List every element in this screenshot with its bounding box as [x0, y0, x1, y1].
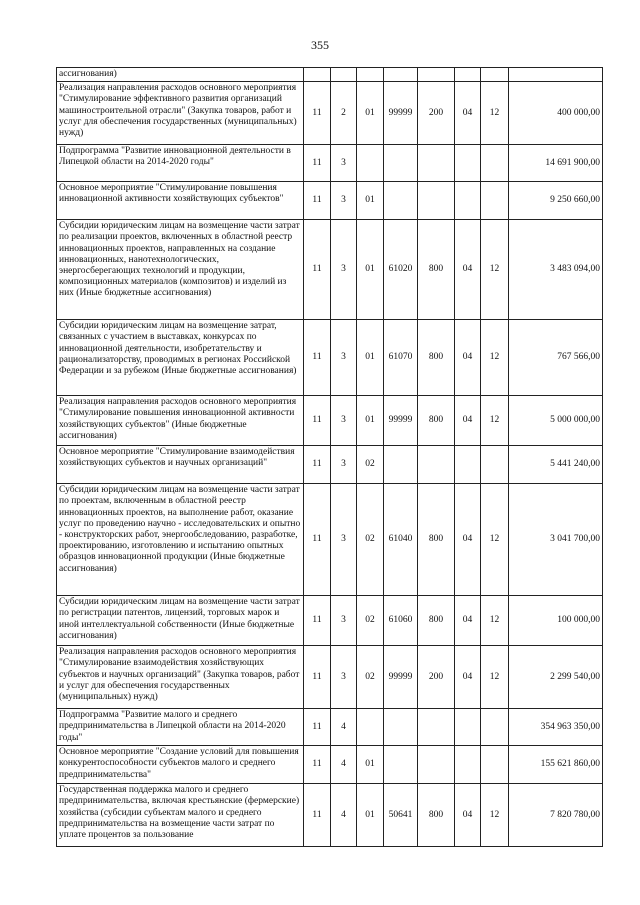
amount: [509, 68, 603, 82]
code-activity: [357, 709, 384, 746]
code-activity: 02: [357, 646, 384, 709]
code-subprogram: 3: [331, 182, 357, 220]
code-ministry: 11: [304, 446, 331, 484]
code-section: 04: [455, 396, 481, 446]
code-subsection: [481, 68, 509, 82]
code-subsection: 12: [481, 646, 509, 709]
table-row: [57, 596, 603, 646]
code-subprogram: 3: [331, 396, 357, 446]
code-ministry: 11: [304, 220, 331, 320]
table-row: [57, 220, 603, 320]
row-name: Субсидии юридическим лицам на возмещение части затрат по регистрации патентов, лицензий, торговых марок и иной интеллектуальной собственности (Иные бюджетные ассигнования): [57, 596, 304, 646]
code-ministry: 11: [304, 746, 331, 784]
amount: 2 299 540,00: [509, 646, 603, 709]
code-ministry: [304, 68, 331, 82]
code-section: 04: [455, 220, 481, 320]
code-direction: 61070: [384, 320, 418, 396]
code-direction: 61020: [384, 220, 418, 320]
code-subprogram: 3: [331, 646, 357, 709]
table-row: [57, 320, 603, 396]
row-name: Основное мероприятие "Стимулирование повышения инновационной активности хозяйствующих субъектов": [57, 182, 304, 220]
amount: 3 483 094,00: [509, 220, 603, 320]
table-row: [57, 646, 603, 709]
code-subsection: [481, 182, 509, 220]
code-expense-type: [418, 145, 455, 182]
code-section: 04: [455, 484, 481, 596]
code-section: [455, 446, 481, 484]
code-subprogram: [331, 68, 357, 82]
code-activity: 01: [357, 82, 384, 145]
code-activity: 02: [357, 446, 384, 484]
amount: 5 000 000,00: [509, 396, 603, 446]
code-subsection: 12: [481, 596, 509, 646]
table-row: [57, 709, 603, 746]
code-ministry: 11: [304, 646, 331, 709]
code-subprogram: 2: [331, 82, 357, 145]
row-name: Основное мероприятие "Стимулирование взаимодействия хозяйствующих субъектов и научных организаций": [57, 446, 304, 484]
row-name: Реализация направления расходов основного мероприятия "Стимулирование эффективного развития организаций машиностроительной отрасли" (Закупка товаров, работ и услуг для обеспечения государственных (муниципальных) нужд): [57, 82, 304, 145]
code-activity: 01: [357, 784, 384, 847]
code-subprogram: 3: [331, 484, 357, 596]
amount: 9 250 660,00: [509, 182, 603, 220]
code-subsection: 12: [481, 784, 509, 847]
row-name: ассигнования): [57, 68, 304, 82]
table-row: [57, 484, 603, 596]
amount: 400 000,00: [509, 82, 603, 145]
code-subprogram: 4: [331, 709, 357, 746]
code-direction: [384, 182, 418, 220]
code-section: [455, 145, 481, 182]
code-activity: [357, 68, 384, 82]
code-expense-type: 800: [418, 784, 455, 847]
code-subprogram: 3: [331, 596, 357, 646]
code-activity: 01: [357, 396, 384, 446]
code-subprogram: 4: [331, 746, 357, 784]
amount: 3 041 700,00: [509, 484, 603, 596]
row-name: Подпрограмма "Развитие малого и среднего предпринимательства в Липецкой области на 2014-2020 годы": [57, 709, 304, 746]
code-activity: 01: [357, 746, 384, 784]
code-section: 04: [455, 82, 481, 145]
code-ministry: 11: [304, 320, 331, 396]
row-name: Подпрограмма "Развитие инновационной деятельности в Липецкой области на 2014-2020 годы": [57, 145, 304, 182]
code-direction: [384, 746, 418, 784]
table-body: [57, 68, 603, 847]
code-ministry: 11: [304, 484, 331, 596]
code-expense-type: 800: [418, 484, 455, 596]
code-direction: 99999: [384, 82, 418, 145]
table-row: [57, 82, 603, 145]
table-row: [57, 784, 603, 847]
code-direction: 99999: [384, 396, 418, 446]
code-activity: [357, 145, 384, 182]
code-expense-type: [418, 709, 455, 746]
code-section: [455, 68, 481, 82]
code-section: [455, 182, 481, 220]
code-expense-type: 800: [418, 396, 455, 446]
code-subsection: 12: [481, 220, 509, 320]
code-direction: 99999: [384, 646, 418, 709]
code-subprogram: 3: [331, 145, 357, 182]
code-subprogram: 4: [331, 784, 357, 847]
table-row: [57, 396, 603, 446]
code-section: 04: [455, 784, 481, 847]
code-direction: 61060: [384, 596, 418, 646]
code-expense-type: [418, 446, 455, 484]
code-ministry: 11: [304, 145, 331, 182]
code-activity: 01: [357, 220, 384, 320]
code-ministry: 11: [304, 82, 331, 145]
code-expense-type: [418, 68, 455, 82]
code-direction: [384, 446, 418, 484]
amount: 155 621 860,00: [509, 746, 603, 784]
table-row: [57, 145, 603, 182]
code-expense-type: 800: [418, 320, 455, 396]
code-direction: 61040: [384, 484, 418, 596]
code-section: [455, 709, 481, 746]
code-subsection: 12: [481, 82, 509, 145]
code-ministry: 11: [304, 182, 331, 220]
code-expense-type: 200: [418, 646, 455, 709]
code-expense-type: [418, 746, 455, 784]
table-row: [57, 182, 603, 220]
row-name: Субсидии юридическим лицам на возмещение части затрат по проектам, включенным в областной реестр инновационных проектов, на выполнение работ, оказание услуг по проведению научно - исследовательских и опытно - конструкторских работ, энергообследованию, разработке, проектированию, изготовлению и испытанию опытных образцов инновационной продукции (Иные бюджетные ассигнования): [57, 484, 304, 596]
amount: 5 441 240,00: [509, 446, 603, 484]
code-section: [455, 746, 481, 784]
code-activity: 02: [357, 484, 384, 596]
code-subprogram: 3: [331, 220, 357, 320]
code-ministry: 11: [304, 784, 331, 847]
code-subprogram: 3: [331, 320, 357, 396]
code-section: 04: [455, 646, 481, 709]
code-expense-type: [418, 182, 455, 220]
code-direction: [384, 709, 418, 746]
table-row: [57, 446, 603, 484]
code-subsection: 12: [481, 484, 509, 596]
row-name: Субсидии юридическим лицам на возмещение затрат, связанных с участием в выставках, конкурсах по инновационной деятельности, изобретательству и рационализаторству, проводимых в регионах Российской Федерации и за рубежом (Иные бюджетные ассигнования): [57, 320, 304, 396]
amount: 100 000,00: [509, 596, 603, 646]
code-ministry: 11: [304, 709, 331, 746]
code-activity: 01: [357, 320, 384, 396]
code-subsection: [481, 746, 509, 784]
code-subsection: 12: [481, 320, 509, 396]
code-section: 04: [455, 596, 481, 646]
page-number: 355: [311, 38, 329, 52]
code-activity: 02: [357, 596, 384, 646]
budget-table: [56, 67, 603, 847]
code-ministry: 11: [304, 396, 331, 446]
amount: 767 566,00: [509, 320, 603, 396]
code-subsection: 12: [481, 396, 509, 446]
amount: 7 820 780,00: [509, 784, 603, 847]
code-section: 04: [455, 320, 481, 396]
code-direction: 50641: [384, 784, 418, 847]
code-subsection: [481, 709, 509, 746]
row-name: Субсидии юридическим лицам на возмещение части затрат по реализации проектов, включенных в областной реестр инновационных проектов, направленных на создание инновационных, нанотехнологических, энергосберегающих технологий и продукции, композиционных материалов (композитов) и изделий из них (Иные бюджетные ассигнования): [57, 220, 304, 320]
code-subsection: [481, 145, 509, 182]
amount: 354 963 350,00: [509, 709, 603, 746]
code-direction: [384, 68, 418, 82]
code-expense-type: 200: [418, 82, 455, 145]
amount: 14 691 900,00: [509, 145, 603, 182]
row-name: Государственная поддержка малого и среднего предпринимательства, включая крестьянские (фермерские) хозяйства (субсидии субъектам малого и среднего предпринимательства на возмещение части затрат по уплате процентов за пользование: [57, 784, 304, 847]
row-name: Реализация направления расходов основного мероприятия "Стимулирование повышения инновационной активности хозяйствующих субъектов" (Иные бюджетные ассигнования): [57, 396, 304, 446]
table-row: [57, 746, 603, 784]
code-subsection: [481, 446, 509, 484]
code-direction: [384, 145, 418, 182]
code-activity: 01: [357, 182, 384, 220]
table-row: [57, 68, 603, 82]
code-subprogram: 3: [331, 446, 357, 484]
row-name: Основное мероприятие "Создание условий для повышения конкурентоспособности субъектов малого и среднего предпринимательства": [57, 746, 304, 784]
row-name: Реализация направления расходов основного мероприятия "Стимулирование взаимодействия хозяйствующих субъектов и научных организаций" (Закупка товаров, работ и услуг для обеспечения государственных (муниципальных) нужд): [57, 646, 304, 709]
code-ministry: 11: [304, 596, 331, 646]
code-expense-type: 800: [418, 596, 455, 646]
code-expense-type: 800: [418, 220, 455, 320]
